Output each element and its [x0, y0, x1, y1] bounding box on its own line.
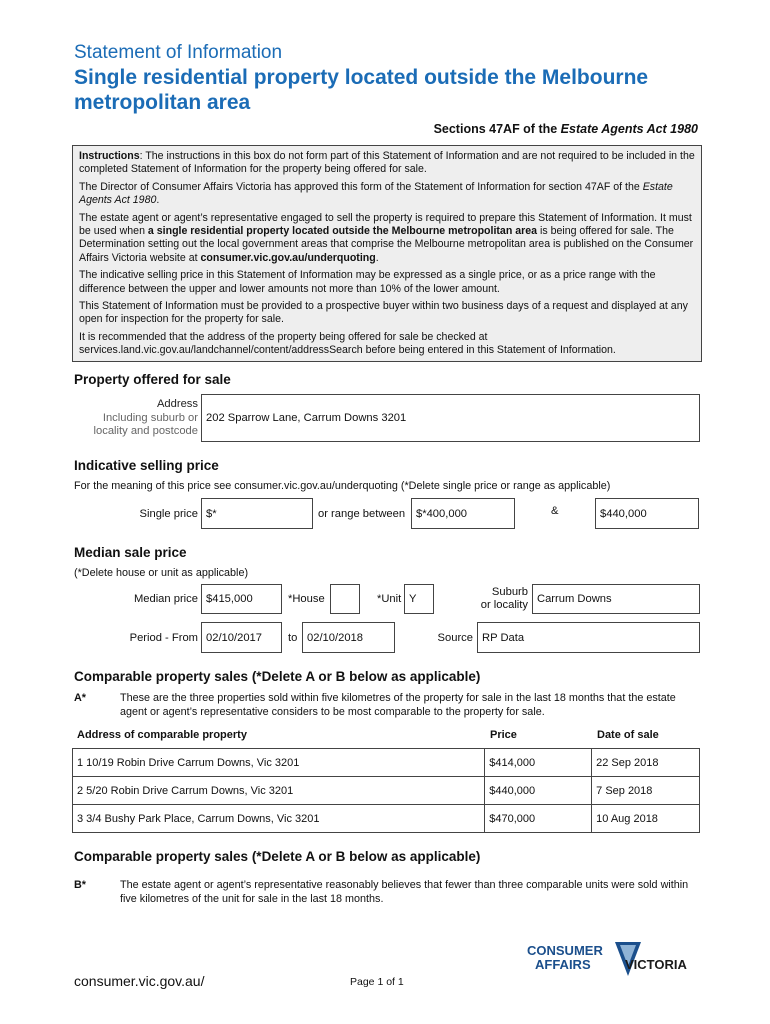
median-price-field[interactable]: $415,000 — [201, 584, 282, 614]
unit-field[interactable]: Y — [404, 584, 434, 614]
instructions-box — [72, 145, 702, 362]
suburb-label-line1: Suburb — [491, 586, 528, 598]
comparable-table — [72, 748, 700, 833]
source-label: Source — [437, 632, 473, 644]
logo-line1: CONSUMER — [527, 943, 603, 958]
comparable-b-marker: B* — [74, 879, 86, 891]
address-label-line2: Including suburb or — [102, 411, 198, 424]
sections-reference — [434, 122, 698, 136]
row-date[interactable]: 22 Sep 2018 — [592, 749, 700, 777]
sections-prefix: Sections 47AF of the — [433, 122, 561, 136]
indicative-heading: Indicative selling price — [74, 458, 219, 473]
instructions-p2-act: Estate Agents Act 1980 — [79, 180, 673, 207]
instructions-p3-b: is being offered for sale. The Determination setting out the local government areas that comprise the Melbourne metropolitan area is published on the Consumer Affairs Victoria website at — [79, 225, 694, 264]
single-price-label: Single price — [139, 508, 198, 520]
instructions-p5: This Statement of Information must be provided to a prospective buyer within two business days of a request and displayed at any open for inspection for the property for sale. — [79, 300, 688, 326]
period-from-field[interactable]: 02/10/2017 — [201, 622, 282, 653]
range-high-field[interactable]: $440,000 — [595, 498, 699, 529]
row-price[interactable]: $414,000 — [485, 749, 592, 777]
logo-line3: VICTORIA — [625, 957, 687, 972]
row-price[interactable]: $440,000 — [485, 777, 592, 805]
range-label: or range between — [318, 508, 406, 520]
address-label-line1: Address — [156, 398, 198, 410]
instructions-p2-end: . — [156, 194, 160, 207]
address-field[interactable]: 202 Sparrow Lane, Carrum Downs 3201 — [201, 394, 700, 442]
single-price-field[interactable]: $* — [201, 498, 313, 529]
suburb-label-line2: or locality — [480, 599, 528, 611]
instructions-p2-text: The Director of Consumer Affairs Victoria has approved this form of the Statement of Information for section 47AF of the — [79, 180, 643, 193]
col-date-header: Date of sale — [597, 729, 659, 741]
indicative-note: For the meaning of this price see consumer.vic.gov.au/underquoting (*Delete single price or range as applicable) — [74, 480, 611, 492]
comparable-b-text: The estate agent or agent’s representative reasonably believes that fewer than three comparable units were sold within five kilometres of the unit for sale in the last 18 months. — [120, 879, 689, 905]
comparable-a-marker: A* — [74, 692, 86, 704]
instructions-p1-text: : The instructions in this box do not form part of this Statement of Information and are not required to be included in the completed Statement of Information for the property being offered for sale. — [79, 150, 695, 176]
row-date[interactable]: 10 Aug 2018 — [592, 805, 700, 833]
median-heading: Median sale price — [74, 545, 187, 560]
document-title: Single residential property located outside the Melbourne metropolitan area — [74, 66, 649, 114]
instructions-p1 — [79, 150, 695, 177]
row-address[interactable]: 3 3/4 Bushy Park Place, Carrum Downs, Vic 3201 — [73, 805, 485, 833]
footer-url[interactable]: consumer.vic.gov.au/ — [74, 973, 205, 989]
instructions-p3-end: . — [375, 251, 379, 264]
property-heading: Property offered for sale — [74, 372, 231, 387]
suburb-label — [481, 586, 528, 612]
instructions-p4: The indicative selling price in this Statement of Information may be expressed as a single price, or as a price range with the difference between the upper and lower amounts not more than 10% of the lower amount. — [79, 269, 656, 295]
range-low-field[interactable]: $*400,000 — [411, 498, 515, 529]
range-ampersand: & — [551, 505, 559, 517]
median-note: (*Delete house or unit as applicable) — [74, 567, 249, 579]
underquoting-link[interactable]: consumer.vic.gov.au/underquoting — [200, 251, 376, 264]
table-row — [73, 777, 700, 805]
period-from-label: Period - From — [129, 632, 198, 644]
period-to-label: to — [288, 632, 298, 644]
row-address[interactable]: 2 5/20 Robin Drive Carrum Downs, Vic 3201 — [73, 777, 485, 805]
instructions-p6: It is recommended that the address of the property being offered for sale be checked at services.land.vic.gov.au/landchannel/content/addressSearch before being entered in this Statement of Information. — [79, 330, 616, 357]
instructions-label: Instructions — [79, 150, 140, 162]
address-label-line3: locality and postcode — [93, 425, 198, 437]
suburb-field[interactable]: Carrum Downs — [532, 584, 700, 614]
sections-act: Estate Agents Act 1980 — [560, 122, 698, 136]
consumer-affairs-logo — [527, 940, 703, 986]
house-label: *House — [288, 593, 325, 605]
row-price[interactable]: $470,000 — [485, 805, 592, 833]
logo-line2: AFFAIRS — [535, 957, 591, 972]
col-address-header: Address of comparable property — [77, 729, 247, 741]
document-subtitle: Statement of Information — [74, 42, 283, 63]
row-date[interactable]: 7 Sep 2018 — [592, 777, 700, 805]
comparable-b-heading: Comparable property sales (*Delete A or B below as applicable) — [74, 849, 481, 864]
comparable-a-heading: Comparable property sales (*Delete A or B below as applicable) — [74, 669, 481, 684]
instructions-p3-a: The estate agent or agent’s representative engaged to sell the property is required to prepare this Statement of Information. It must be used when — [79, 211, 692, 238]
median-price-label: Median price — [133, 593, 198, 605]
address-label — [94, 398, 198, 439]
house-field[interactable] — [330, 584, 360, 614]
instructions-p3 — [79, 212, 695, 266]
col-price-header: Price — [490, 729, 517, 741]
unit-label: *Unit — [377, 593, 402, 605]
source-field[interactable]: RP Data — [477, 622, 700, 653]
table-row — [73, 749, 700, 777]
comparable-a-text: These are the three properties sold within five kilometres of the property for sale in the last 18 months that the estate agent or agent’s representative considers to be most comparable to the property for sale. — [120, 692, 676, 718]
instructions-p3-bold: a single residential property located outside the Melbourne metropolitan area — [147, 225, 538, 238]
period-to-field[interactable]: 02/10/2018 — [302, 622, 395, 653]
instructions-p2 — [79, 181, 695, 208]
row-address[interactable]: 1 10/19 Robin Drive Carrum Downs, Vic 3201 — [73, 749, 485, 777]
table-row — [73, 805, 700, 833]
page-number: Page 1 of 1 — [350, 976, 404, 988]
